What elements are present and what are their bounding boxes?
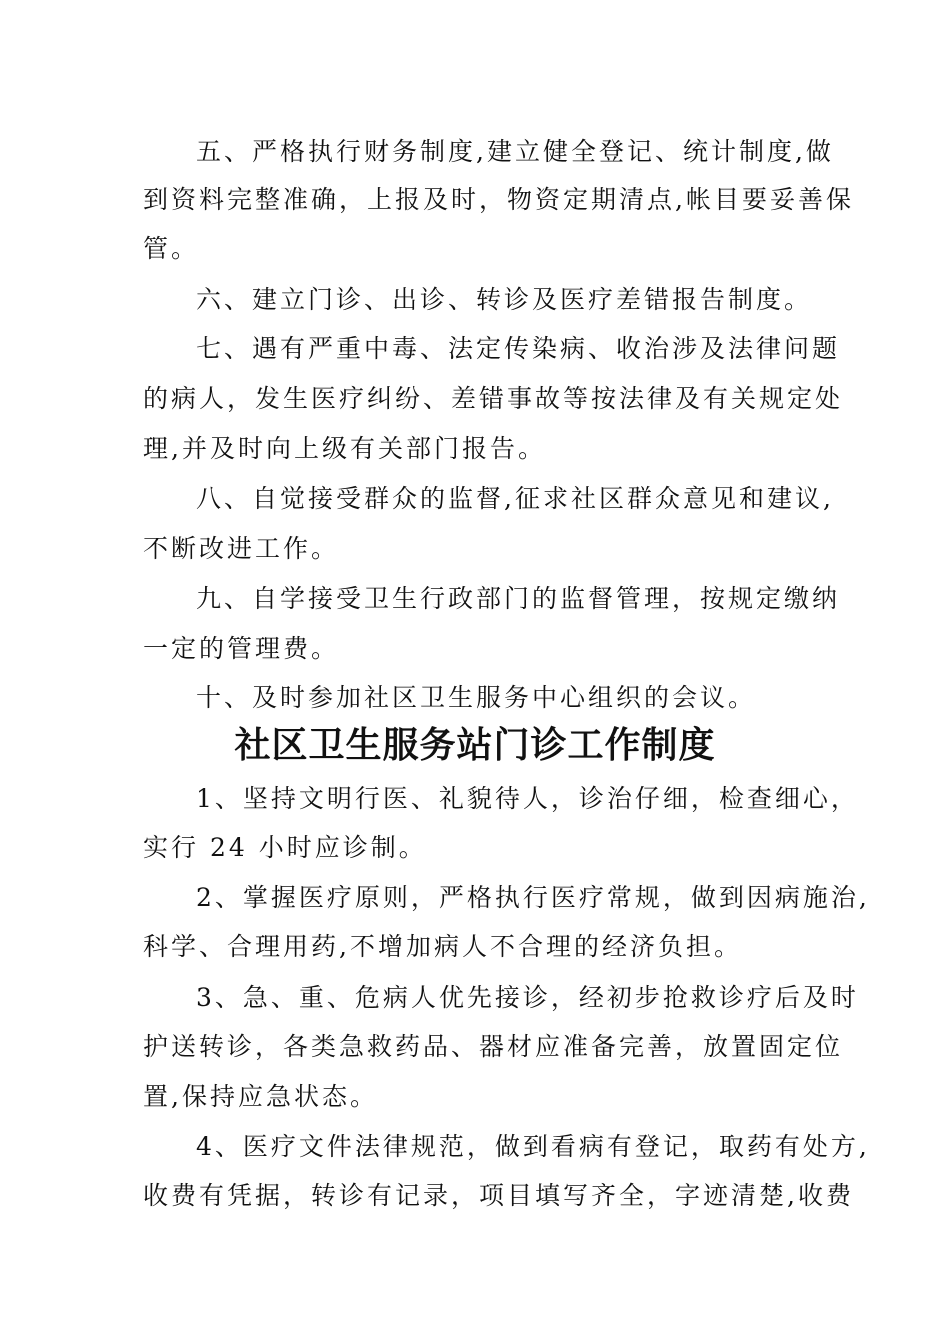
paragraph-line: 4、医疗文件法律规范，做到看病有登记，取药有处方, (196, 1132, 870, 1161)
paragraph-line: 3、急、重、危病人优先接诊，经初步抢救诊疗后及时 (196, 983, 859, 1012)
paragraph-line: 的病人，发生医疗纠纷、差错事故等按法律及有关规定处 (143, 384, 844, 413)
paragraph-line: 八、自觉接受群众的监督,征求社区群众意见和建议, (196, 484, 834, 513)
paragraph-line: 一定的管理费。 (143, 634, 340, 663)
paragraph-line: 不断改进工作。 (143, 534, 340, 563)
paragraph-line: 护送转诊，各类急救药品、器材应准备完善，放置固定位 (143, 1032, 844, 1061)
section-title: 社区卫生服务站门诊工作制度 (234, 724, 716, 766)
paragraph-line: 1、坚持文明行医、礼貌待人，诊治仔细，检查细心， (196, 784, 859, 813)
paragraph-line: 实行 24 小时应诊制。 (143, 833, 427, 862)
paragraph-line: 九、自学接受卫生行政部门的监督管理，按规定缴纳 (196, 584, 841, 613)
paragraph-line: 五、严格执行财务制度,建立健全登记、统计制度,做 (196, 137, 834, 166)
paragraph-line: 七、遇有严重中毒、法定传染病、收治涉及法律问题 (196, 334, 841, 363)
paragraph-line: 2、掌握医疗原则，严格执行医疗常规，做到因病施治, (196, 883, 870, 912)
paragraph-line: 置,保持应急状态。 (143, 1082, 378, 1111)
paragraph-line: 十、及时参加社区卫生服务中心组织的会议。 (196, 683, 757, 712)
paragraph-line: 理,并及时向上级有关部门报告。 (143, 434, 546, 463)
paragraph-line: 到资料完整准确，上报及时，物资定期清点,帐目要妥善保 (143, 185, 854, 214)
paragraph-line: 科学、合理用药,不增加病人不合理的经济负担。 (143, 932, 742, 961)
paragraph-line: 六、建立门诊、出诊、转诊及医疗差错报告制度。 (196, 285, 813, 314)
paragraph-line: 收费有凭据，转诊有记录，项目填写齐全，字迹清楚,收费 (143, 1181, 854, 1210)
paragraph-line: 管。 (143, 234, 200, 263)
